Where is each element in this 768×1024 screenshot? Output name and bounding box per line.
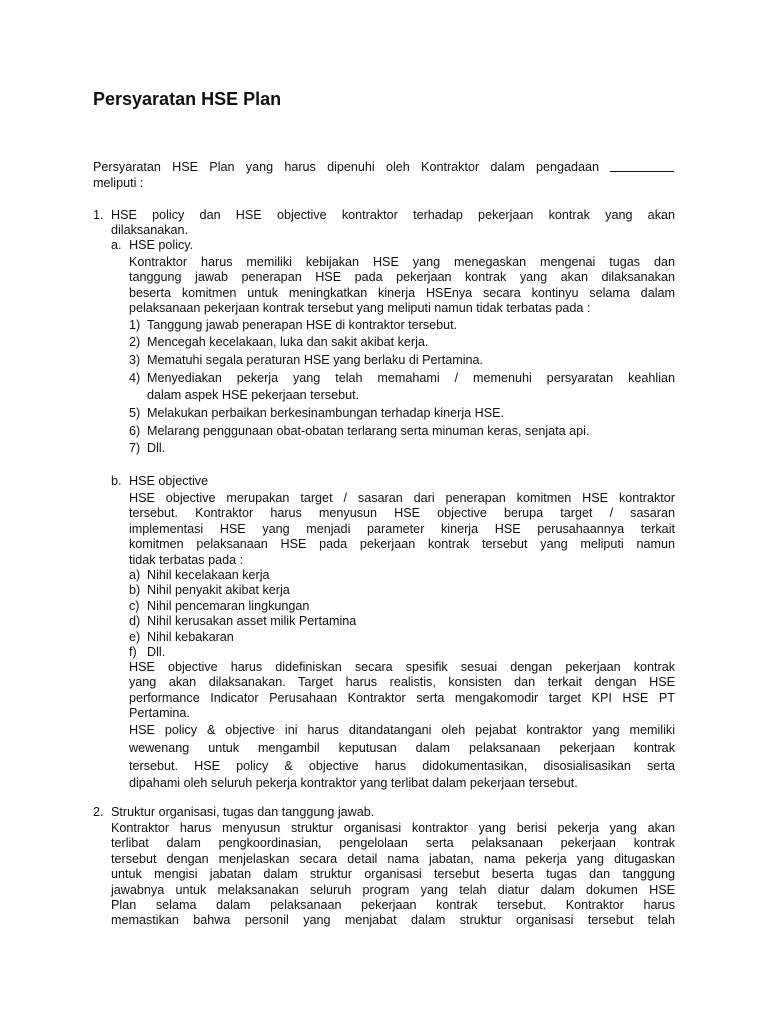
list-item-marker: 2): [129, 335, 141, 349]
list-item: Nihil pencemaran lingkungan: [147, 599, 310, 613]
paragraph-line: dipahami oleh seluruh pekerja kontraktor yang terlibat dalam pekerjaan tersebut.: [129, 776, 578, 791]
list-item-continuation: dalam aspek HSE pekerjaan tersebut.: [147, 388, 360, 402]
section-2-number: 2.: [93, 805, 104, 819]
paragraph-line: tanggung jawab penerapan HSE pada pekerjaan kontrak yang akan dilaksanakan: [129, 270, 675, 285]
paragraph-line: wewenang untuk mengambil keputusan dalam pelaksanaan pekerjaan kontrak: [129, 740, 675, 755]
paragraph-line: Pertamina.: [129, 706, 190, 721]
paragraph-line: HSE policy & objective ini harus ditandatangani oleh pejabat kontraktor yang memiliki: [129, 723, 675, 737]
sub-b-marker: b.: [111, 474, 122, 488]
sub-b-paragraph-3: [129, 722, 675, 793]
list-item: Melarang penggunaan obat-obatan terlarang serta minuman keras, senjata api.: [147, 424, 590, 438]
paragraph-line: tersebut. Kontraktor harus menyusun HSE objective berupa target / sasaran: [129, 506, 675, 521]
paragraph-line: Kontraktor harus menyusun struktur organisasi kontraktor yang berisi pekerja yang akan: [111, 821, 675, 835]
section-2-heading: Struktur organisasi, tugas dan tanggung jawab.: [111, 805, 375, 819]
list-item-marker: f): [129, 645, 137, 659]
list-item: Dll.: [147, 645, 166, 659]
sub-a-marker: a.: [111, 238, 122, 252]
page-title: Persyaratan HSE Plan: [93, 89, 282, 109]
paragraph-line: tersebut dengan menjelaskan secara detail nama jabatan, nama pekerja yang ditugaskan: [111, 851, 675, 866]
paragraph-line: pelaksanaan pekerjaan kontrak tersebut yang meliputi namun tidak terbatas pada :: [129, 301, 591, 316]
sub-b-paragraph: [129, 491, 675, 568]
paragraph-line: beserta komitmen untuk meningkatkan kinerja HSEnya secara kontinyu selama dalam: [129, 285, 675, 300]
paragraph-line: Kontraktor harus memiliki kebijakan HSE yang menegaskan mengenai tugas dan: [129, 255, 675, 269]
paragraph-line: Plan selama dalam pelaksanaan pekerjaan kontrak tersebut. Kontraktor harus: [111, 898, 675, 913]
paragraph-line: implementasi HSE yang menjadi parameter kinerja HSE perusahaannya terkait: [129, 521, 675, 536]
paragraph-line: tidak terbatas pada :: [129, 552, 244, 567]
section-1-heading-line-1: HSE policy dan HSE objective kontraktor terhadap pekerjaan kontrak yang akan: [111, 208, 675, 222]
list-item-marker: b): [129, 583, 141, 597]
list-item: Nihil penyakit akibat kerja: [147, 583, 290, 597]
paragraph-line: HSE objective merupakan target / sasaran dari penerapan komitmen HSE kontraktor: [129, 491, 675, 505]
sub-a-heading: HSE policy.: [129, 238, 194, 252]
paragraph-line: untuk mengisi jabatan dalam struktur organisasi tersebut beserta tugas dan tanggung: [111, 867, 675, 882]
sub-b-paragraph-2: [129, 660, 675, 722]
blank-underline: [610, 160, 674, 172]
section-1-number: 1.: [93, 208, 104, 222]
list-item: Mematuhi segala peraturan HSE yang berlaku di Pertamina.: [147, 353, 484, 367]
sub-b-heading: HSE objective: [129, 474, 209, 488]
intro-line-2: meliputi :: [93, 176, 144, 190]
paragraph-line: memastikan bahwa personil yang menjabat dalam struktur organisasi tersebut telah: [111, 913, 675, 928]
list-item: Dll.: [147, 441, 166, 455]
list-item-marker: 4): [129, 371, 141, 385]
section-2-paragraph: [111, 821, 675, 929]
paragraph-line: yang akan dilaksanakan. Target harus realistis, konsisten dan terkait dengan HSE: [129, 675, 675, 690]
list-item: Melakukan perbaikan berkesinambungan terhadap kinerja HSE.: [147, 406, 505, 420]
list-item-marker: c): [129, 599, 140, 613]
section-1-heading-line-2: dilaksanakan.: [111, 223, 189, 237]
list-item-marker: 6): [129, 424, 141, 438]
list-item: Mencegah kecelakaan, luka dan sakit akibat kerja.: [147, 335, 429, 349]
sub-a-paragraph: [129, 255, 675, 317]
list-item: Nihil kerusakan asset milik Pertamina: [147, 614, 357, 628]
paragraph-line: performance Indicator Perusahaan Kontraktor serta mengakomodir target KPI HSE PT: [129, 690, 675, 705]
list-item-marker: 3): [129, 353, 141, 367]
list-item-marker: e): [129, 630, 141, 644]
list-item-marker: a): [129, 568, 141, 582]
list-item: Menyediakan pekerja yang telah memahami / memenuhi persyaratan keahlian: [147, 371, 675, 385]
paragraph-line: HSE objective harus didefiniskan secara spesifik sesuai dengan pekerjaan kontrak: [129, 660, 675, 674]
list-item-marker: 5): [129, 406, 141, 420]
paragraph-line: komitmen pelaksanaan HSE pada pekerjaan kontrak tersebut yang meliputi namun: [129, 537, 675, 552]
list-item-marker: 7): [129, 441, 141, 455]
list-item: Nihil kebakaran: [147, 630, 234, 644]
paragraph-line: terlibat dalam pengkoordinasian, pengelolaan serta pelaksanaan pekerjaan kontrak: [111, 836, 675, 851]
intro-line-1: Persyaratan HSE Plan yang harus dipenuhi oleh Kontraktor dalam pengadaan: [93, 160, 599, 174]
list-item-marker: 1): [129, 318, 141, 332]
list-item: Tanggung jawab penerapan HSE di kontraktor tersebut.: [147, 318, 458, 332]
list-item: Nihil kecelakaan kerja: [147, 568, 270, 582]
paragraph-line: jawabnya untuk melaksanakan seluruh program yang telah diatur dalam dokumen HSE: [111, 882, 675, 897]
list-item-marker: d): [129, 614, 141, 628]
paragraph-line: tersebut. HSE policy & objective harus didokumentasikan, disosialisasikan serta: [129, 758, 675, 773]
